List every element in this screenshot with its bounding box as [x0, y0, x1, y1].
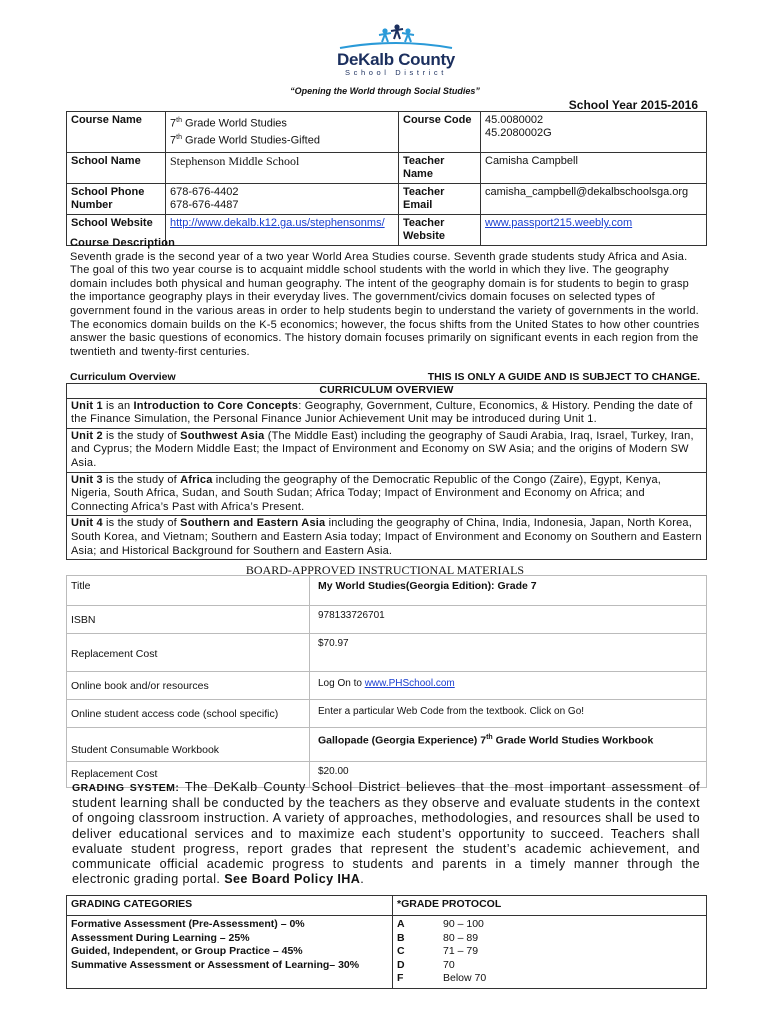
- grade-row: B 80 – 89: [397, 931, 479, 944]
- tagline: “Opening the World through Social Studies”: [290, 86, 480, 96]
- guide-notice: THIS IS ONLY A GUIDE AND IS SUBJECT TO CHANGE.: [427, 371, 700, 383]
- replacement-cost-value: $70.97: [310, 634, 707, 672]
- course-name-label: Course Name: [67, 112, 166, 153]
- logo-title: DeKalb County: [337, 50, 455, 69]
- unit-1-row: Unit 1 is an Introduction to Core Concepts: Geography, Government, Culture, Economics, & History. Pending the date of the Finance Simulation, the Personal Finance Junior Achievement Unit may be introduced during Unit 1.: [67, 398, 707, 428]
- category-item: Assessment During Learning – 25%: [71, 931, 250, 944]
- workbook-label: Student Consumable Workbook: [67, 728, 310, 762]
- teacher-email-label: Teacher Email: [399, 184, 481, 215]
- teacher-website-label: Teacher Website: [399, 215, 481, 246]
- grading-categories-header: GRADING CATEGORIES: [67, 896, 393, 916]
- course-code-value: 45.0080002 45.2080002G: [481, 112, 707, 153]
- category-item: Guided, Independent, or Group Practice – 45%: [71, 945, 303, 958]
- curriculum-overview-heading: [70, 371, 700, 383]
- grading-system-paragraph: GRADING SYSTEM: The DeKalb County School District believes that the most important assessment of student learning shall be conducted by the teachers as they observe and evaluate students in the context of ongoing classroom instruction. A variety of approaches, methodologies, and resources shall be used to deliver educational services and to maximize each student’s opportunity to succeed. Teachers shall evaluate student progress, report grades that represent the student’s academic achievement, and communicate official academic progress to students and parents in a timely manner through the electronic grading portal. See Board Policy IHA.: [72, 780, 700, 887]
- district-logo: [334, 22, 458, 78]
- grading-system-label: GRADING SYSTEM:: [72, 782, 180, 794]
- title-value: My World Studies(Georgia Edition): Grade 7: [310, 576, 707, 606]
- unit-2-row: Unit 2 is the study of Southwest Asia (The Middle East) including the geography of Saudi Arabia, Iraq, Israel, Turkey, Iran, and Cyprus; the Modern Middle East; the Impact of Environment and Economy on SW Asia; and the origins of Modern SW Asia.: [67, 428, 707, 472]
- access-code-value: Enter a particular Web Code from the textbook. Click on Go!: [310, 700, 707, 728]
- school-website-link[interactable]: http://www.dekalb.k12.ga.us/stephensonms/: [170, 217, 385, 229]
- grade-protocol-list: [393, 916, 707, 989]
- grading-table: [66, 895, 707, 989]
- workbook-value: Gallopade (Georgia Experience) 7th Grade World Studies Workbook: [310, 728, 707, 762]
- school-website-label: School Website: [67, 215, 166, 246]
- title-label: Title: [67, 576, 310, 606]
- online-book-label: Online book and/or resources: [67, 672, 310, 700]
- course-description-text: Seventh grade is the second year of a two year World Area Studies course. Seventh grade students study Africa and Asia. The goal of this two year course is to acquaint middle school students with the world in which they live. The geography domain includes both physical and human geography. The intent of the geography domain is for students to begin to grasp the importance geography plays in their everyday lives. The government/civics domain focuses on selected types of government found in the various areas in order to help students begin to understand the variety of governments in the world. The economics domain builds on the K-5 economics; however, the focus shifts from the United States to how other countries answer the basic questions of economics. The history domain focuses primarily on significant events in each region from the twentieth and twenty-first centuries.: [70, 250, 700, 358]
- curriculum-overview-table: [66, 383, 707, 560]
- school-phone-value: 678-676-4402 678-676-4487: [166, 184, 399, 215]
- grade-row: C 71 – 79: [397, 945, 479, 958]
- replacement-cost-2-value: $20.00: [310, 762, 707, 788]
- grade-row: A 90 – 100: [397, 918, 484, 930]
- phschool-link[interactable]: www.PHSchool.com: [364, 678, 455, 689]
- school-name-label: School Name: [67, 153, 166, 184]
- access-code-label: Online student access code (school specific): [67, 700, 310, 728]
- unit-3-row: Unit 3 is the study of Africa including the geography of the Democratic Republic of the Congo (Zaire), Egypt, Kenya, Nigeria, South Africa, Sudan, and South Sudan; Africa Today; Impact of Environment and Economy on Africa; and Connecting Africa’s Past with Africa’s Present.: [67, 472, 707, 516]
- teacher-name-label: Teacher Name: [399, 153, 481, 184]
- school-year: School Year 2015-2016: [568, 98, 698, 112]
- online-book-value: Log On to www.PHSchool.com: [310, 672, 707, 700]
- children-figures-icon: [334, 22, 458, 52]
- unit-4-row: Unit 4 is the study of Southern and Eastern Asia including the geography of China, India, Indonesia, Japan, North Korea, South Korea, and Vietnam; Southern and Eastern Asia today; Impact of Environment and Economy on Southern and Eastern Asia; and Historical Background for Southern and Eastern Asia.: [67, 516, 707, 560]
- curriculum-overview-label: Curriculum Overview: [70, 371, 176, 383]
- category-item: Summative Assessment or Assessment of Learning– 30%: [71, 958, 360, 971]
- course-description: [70, 237, 706, 359]
- logo-subtitle: School District: [345, 68, 447, 77]
- school-phone-label: School Phone Number: [67, 184, 166, 215]
- school-name-value: Stephenson Middle School: [166, 153, 399, 184]
- isbn-value: 978133726701: [310, 606, 707, 634]
- course-code-label: Course Code: [399, 112, 481, 153]
- grade-row: F Below 70: [397, 972, 487, 985]
- category-item: Formative Assessment (Pre-Assessment) – 0%: [71, 918, 305, 930]
- course-info-table: [66, 111, 707, 246]
- materials-heading: BOARD-APPROVED INSTRUCTIONAL MATERIALS: [245, 563, 525, 577]
- replacement-cost-label: Replacement Cost: [67, 634, 310, 672]
- materials-table: [66, 575, 707, 788]
- course-name-value: 7th Grade World Studies 7th Grade World Studies-Gifted: [166, 112, 399, 153]
- course-description-label: Course Description: [70, 237, 176, 249]
- grade-row: D 70: [397, 958, 455, 971]
- isbn-label: ISBN: [67, 606, 310, 634]
- replacement-cost-2-label: Replacement Cost: [67, 762, 310, 788]
- teacher-name-value: Camisha Campbell: [481, 153, 707, 184]
- teacher-website-link[interactable]: www.passport215.weebly.com: [485, 217, 633, 229]
- board-policy-reference: See Board Policy IHA: [224, 872, 361, 887]
- grading-system-text: The DeKalb County School District believes that the most important assessment of student learning shall be conducted by the teachers as they observe and evaluate students in the context of ongoing classroom instruction. A variety of approaches, methodologies, and resources shall be used to deliver educational services and to maximize each student’s opportunity to succeed. Teachers shall evaluate student progress, report grades that represent the student’s academic achievement, and communicate official academic progress to students and parents in a timely manner through the electronic grading portal.: [72, 780, 700, 887]
- grading-categories-list: [67, 916, 393, 989]
- grade-protocol-header: *GRADE PROTOCOL: [393, 896, 707, 916]
- curriculum-overview-header: CURRICULUM OVERVIEW: [67, 384, 707, 399]
- teacher-email-value: camisha_campbell@dekalbschoolsga.org: [481, 184, 707, 215]
